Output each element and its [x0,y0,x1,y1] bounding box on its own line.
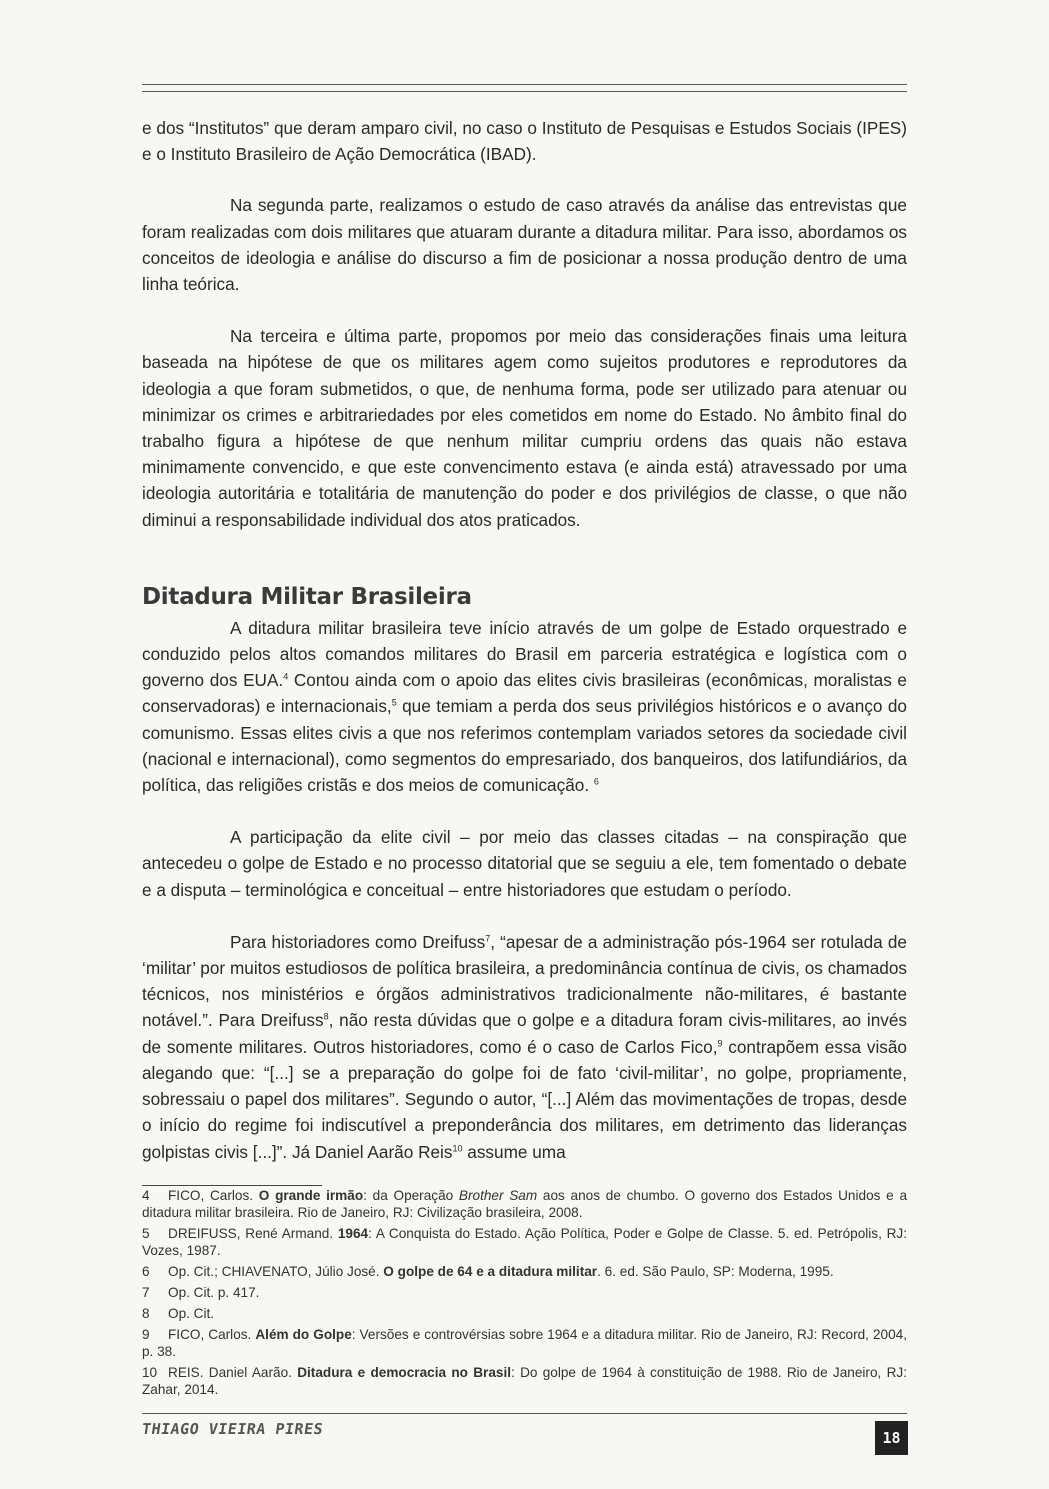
footnote-ref-8[interactable]: 8 [323,1011,329,1022]
paragraph-6-text-e: assume uma [462,1141,566,1162]
footnote-ref-6[interactable]: 6 [593,776,599,787]
paragraph-6 [142,929,907,1165]
footnote-text: Op. Cit. [168,1306,215,1321]
footnote-title: O golpe de 64 e a ditadura militar [383,1264,598,1279]
footnote-text: : Versões e controvérsias sobre 1964 e a ditadura militar. Rio de Janeiro, RJ: Record, 2004, p. 38. [142,1327,907,1359]
footnote-ref-9[interactable]: 9 [717,1037,723,1048]
footnote-9 [142,1326,907,1360]
footnote-ref-10[interactable]: 10 [452,1142,463,1153]
footnote-separator [142,1185,322,1186]
footnote-number: 6 [142,1264,150,1279]
page-number-badge: 18 [875,1421,908,1455]
footnote-title: 1964 [337,1226,369,1241]
footnote-4 [142,1187,907,1221]
footnote-5 [142,1225,907,1259]
header-double-rule [142,84,907,92]
footnote-text: : A Conquista do Estado. Ação Política, Poder e Golpe de Classe. 5. ed. Petrópolis, RJ: Vozes, 1987. [142,1226,907,1258]
footnote-text: . 6. ed. São Paulo, SP: Moderna, 1995. [597,1264,834,1279]
footnote-number: 10 [142,1365,158,1380]
footnote-title: Ditadura e democracia no Brasil [297,1365,511,1380]
footnote-number: 8 [142,1306,150,1321]
footnote-italic: Brother Sam [458,1188,538,1203]
paragraph-4-text-c: que temiam a perda dos seus privilégios históricos e o avanço do comunismo. Essas elites civis a que nos referimos contemplam variados setores da sociedade civil (nacional e internacional), como segmentos do empresariado, dos banqueiros, dos latifundiários, da política, das religiões cristãs e dos meios de comunicação. [142,696,907,796]
paragraph-6-text-d: contrapõem essa visão alegando que: “[...] se a preparação do golpe foi de fato ‘civil-militar’, no golpe, propriamente, sobressaiu o papel dos militares”. Segundo o autor, “[...] Além das movimentações de tropas, desde o início do regime foi indiscutível a preponderância dos militares, em detrimento das lideranças golpistas civis [...]”. Já Daniel Aarão Reis [142,1036,907,1162]
footnote-text: : Do golpe de 1964 à constituição de 1988. Rio de Janeiro, RJ: Zahar, 2014. [142,1365,907,1397]
footnote-text: DREIFUSS, René Armand. [168,1226,338,1241]
footnote-number: 7 [142,1285,150,1300]
body-text [142,115,907,1191]
footnote-text: Op. Cit.; CHIAVENATO, Júlio José. [168,1264,384,1279]
paragraph-2: Na segunda parte, realizamos o estudo de caso através da análise das entrevistas que foram realizadas com dois militares que atuaram durante a ditadura militar. Para isso, abordamos os conceitos de ideologia e análise do discurso a fim de posicionar a nossa produção dentro de uma linha teórica. [142,195,907,295]
footer-rule [142,1413,907,1414]
footnote-ref-7[interactable]: 7 [485,933,491,944]
footnote-text: : da Operação [363,1188,459,1203]
footnote-ref-5[interactable]: 5 [391,697,397,708]
section-heading: Ditadura Militar Brasileira [142,583,472,610]
footnote-title: O grande irmão [258,1188,364,1203]
paragraph-6-text-a: Para historiadores como Dreifuss [230,931,486,952]
paragraph-6-text-b: , “apesar de a administração pós-1964 ser rotulada de ‘militar’ por muitos estudiosos de política brasileira, a predominância contínua de civis, os chamados técnicos, nos ministérios e órgãos administrativos tradicionalmente não-militares, é bastante notável.”. Para Dreifuss [142,931,907,1031]
footnote-text: FICO, Carlos. [168,1327,256,1342]
footnote-ref-4[interactable]: 4 [283,671,289,682]
footnote-text: aos anos de chumbo. O governo dos Estados Unidos e a ditadura militar brasileira. Rio de Janeiro, RJ: Civilização brasileira, 2008. [142,1188,908,1220]
footnote-text: FICO, Carlos. [168,1188,259,1203]
footer-author: THIAGO VIEIRA PIRES [140,1420,325,1438]
footnote-number: 4 [142,1188,150,1203]
footnote-text: Op. Cit. p. 417. [168,1285,260,1300]
paragraph-3: Na terceira e última parte, propomos por meio das considerações finais uma leitura baseada na hipótese de que os militares agem como sujeitos produtores e reprodutores da ideologia a que foram submetidos, o que, de nenhuma forma, pode ser utilizado para atenuar ou minimizar os crimes e arbitrariedades por eles cometidos em nome do Estado. No âmbito final do trabalho figura a hipótese de que nenhum militar cumpriu ordens das quais não estava minimamente convencido, e que este convencimento estava (e ainda está) atravessado por uma ideologia autoritária e totalitária de manutenção do poder e dos privilégios de classe, o que não diminui a responsabilidade individual dos atos praticados. [142,326,907,530]
footnote-7 [142,1284,907,1301]
footnotes [142,1187,907,1402]
paragraph-4-text-b: Contou ainda com o apoio das elites civis brasileiras (econômicas, moralistas e conservadoras) e internacionais, [142,670,907,717]
footnote-text: REIS. Daniel Aarão. [168,1365,298,1380]
footnote-8 [142,1305,907,1322]
footnote-number: 5 [142,1226,150,1241]
paragraph-6-text-c: , não resta dúvidas que o golpe e a ditadura foram civis-militares, ao invés de somente militares. Outros historiadores, como é o caso de Carlos Fico, [142,1010,908,1057]
footnote-6 [142,1263,907,1280]
paragraph-4 [142,615,907,798]
paragraph-1: e dos “Institutos” que deram amparo civil, no caso o Instituto de Pesquisas e Estudos Sociais (IPES) e o Instituto Brasileiro de Ação Democrática (IBAD). [142,118,907,165]
paragraph-5: A participação da elite civil – por meio das classes citadas – na conspiração que antecedeu o golpe de Estado e no processo ditatorial que se seguiu a ele, tem fomentado o debate e a disputa – terminológica e conceitual – entre historiadores que estudam o período. [142,827,907,900]
footnote-title: Além do Golpe [255,1327,352,1342]
footnote-number: 9 [142,1327,150,1342]
footnote-10 [142,1364,907,1398]
paragraph-4-text-a: A ditadura militar brasileira teve início através de um golpe de Estado orquestrado e conduzido pelos altos comandos militares do Brasil em parceria estratégica e logística com o governo dos EUA. [142,617,907,691]
